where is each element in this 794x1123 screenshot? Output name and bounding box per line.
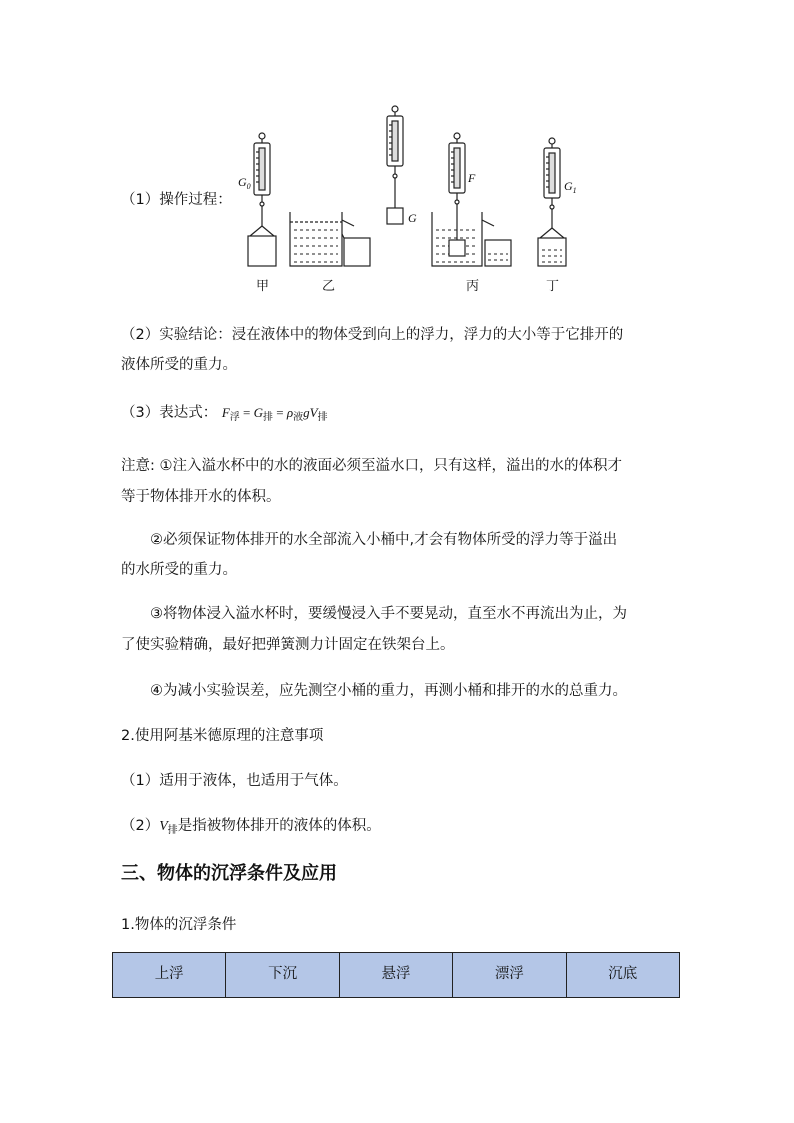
spring-scale-object <box>387 106 403 224</box>
label-g1: $G_1$ <box>564 179 577 195</box>
label-yi: 乙 <box>322 279 336 294</box>
note-1-line-2: 等于物体排开水的体积。 <box>121 489 281 505</box>
conclusion-line-2: 液体所受的重力。 <box>121 357 237 373</box>
item-2: $(2)V_排$是指被物体排开的液体的体积。 <box>121 818 381 836</box>
label-f: F <box>468 171 476 185</box>
table-header-cell: 沉底 <box>566 953 679 998</box>
expression-label: （3）表达式： <box>121 405 218 421</box>
section-heading-3: 三、物体的沉浮条件及应用 <box>121 863 337 884</box>
label-jia: 甲 <box>256 279 270 294</box>
table-header-cell: 悬浮 <box>339 953 452 998</box>
table-row <box>113 953 680 998</box>
note-1-line-1: 注意: ①注入溢水杯中的水的液面必须至溢水口，只有这样，溢出的水的体积才 <box>121 458 622 474</box>
item-1: （1）适用于液体，也适用于气体。 <box>121 773 348 789</box>
spring-scale-ding <box>538 138 566 266</box>
note-4: ④为减小实验误差，应先测空小桶的重力，再测小桶和排开的水的总重力。 <box>150 683 627 699</box>
subheading-conditions: 1.物体的沉浮条件 <box>121 917 237 933</box>
spring-scale-bing <box>432 133 511 266</box>
label-ding: 丁 <box>546 279 560 294</box>
note-3-line-1: ③将物体浸入溢水杯时，要缓慢浸入手不要晃动，直至水不再流出为止，为 <box>150 606 627 622</box>
spring-scale-jia <box>248 133 276 266</box>
overflow-cup-yi <box>290 212 370 266</box>
note-3-line-2: 了使实验精确，最好把弹簧测力计固定在铁架台上。 <box>121 637 455 653</box>
table-header-cell: 上浮 <box>113 953 226 998</box>
table-header-cell: 下沉 <box>226 953 339 998</box>
expression-line <box>121 403 328 428</box>
experiment-figure <box>232 104 592 300</box>
procedure-label: （1）操作过程： <box>121 192 232 208</box>
table-header-cell: 漂浮 <box>453 953 566 998</box>
section-2-title: 2.使用阿基米德原理的注意事项 <box>121 728 324 744</box>
label-g0: $G_0$ <box>238 175 251 191</box>
label-bing: 丙 <box>466 279 480 294</box>
formula: $F_浮 = G_排 = \rho_液gV_排$ <box>221 405 328 423</box>
note-2-line-1: ②必须保证物体排开的水全部流入小桶中,才会有物体所受的浮力等于溢出 <box>150 532 618 548</box>
note-2-line-2: 的水所受的重力。 <box>121 562 237 578</box>
conclusion-line-1: （2）实验结论：浸在液体中的物体受到向上的浮力，浮力的大小等于它排开的 <box>121 327 624 343</box>
label-g: G <box>408 211 417 225</box>
float-sink-table <box>112 952 680 998</box>
